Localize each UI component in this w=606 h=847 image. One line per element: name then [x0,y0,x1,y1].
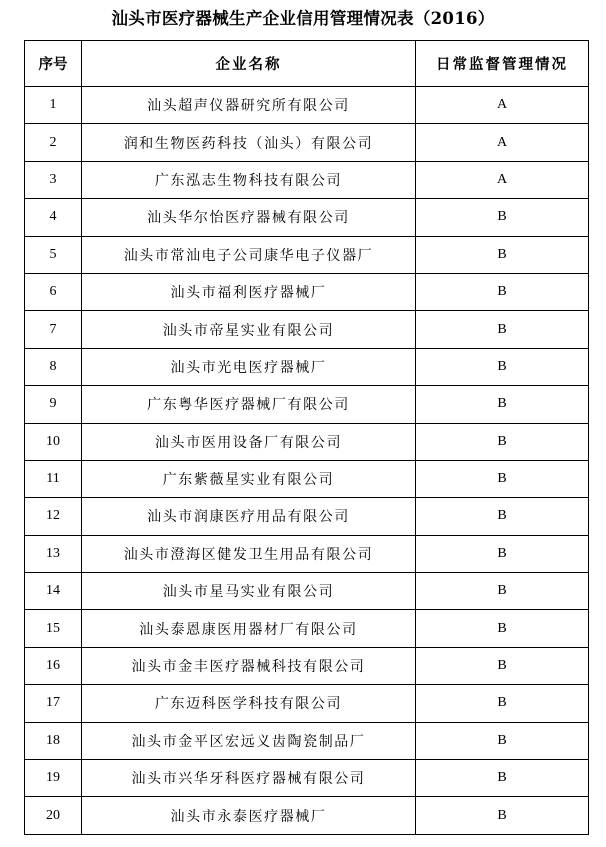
company-name-cell: 汕头市永泰医疗器械厂 [82,797,416,834]
company-name-cell: 广东泓志生物科技有限公司 [82,161,416,198]
supervision-grade-cell: B [416,311,589,348]
supervision-grade-cell: B [416,722,589,759]
company-name-cell: 汕头市润康医疗用品有限公司 [82,498,416,535]
serial-number-cell: 3 [25,161,82,198]
table-row [25,573,589,610]
supervision-grade-cell: B [416,348,589,385]
credit-table [24,40,589,835]
supervision-grade-cell: B [416,199,589,236]
table-row [25,311,589,348]
serial-number-cell: 18 [25,722,82,759]
serial-number-cell: 13 [25,535,82,572]
table-row [25,386,589,423]
company-name-cell: 汕头市光电医疗器械厂 [82,348,416,385]
supervision-grade-cell: B [416,535,589,572]
table-row [25,685,589,722]
table-row [25,161,589,198]
company-name-cell: 广东粤华医疗器械厂有限公司 [82,386,416,423]
table-row [25,647,589,684]
supervision-grade-cell: B [416,386,589,423]
supervision-grade-cell: B [416,423,589,460]
company-name-cell: 汕头市福利医疗器械厂 [82,273,416,310]
company-name-cell: 汕头华尔怡医疗器械有限公司 [82,199,416,236]
serial-number-cell: 20 [25,797,82,834]
serial-number-cell: 15 [25,610,82,647]
company-name-cell: 汕头市金平区宏远义齿陶瓷制品厂 [82,722,416,759]
serial-number-cell: 5 [25,236,82,273]
table-row [25,722,589,759]
company-name-cell: 汕头市兴华牙科医疗器械有限公司 [82,760,416,797]
company-name-cell: 汕头市澄海区健发卫生用品有限公司 [82,535,416,572]
supervision-grade-cell: B [416,236,589,273]
header-serial-number: 序号 [25,41,82,87]
table-row [25,760,589,797]
document-title: 汕头市医疗器械生产企业信用管理情况表（2016） [111,9,495,28]
table-row [25,273,589,310]
table-row [25,199,589,236]
supervision-grade-cell: A [416,161,589,198]
table-row [25,460,589,497]
company-name-cell: 汕头泰恩康医用器材厂有限公司 [82,610,416,647]
table-row [25,124,589,161]
serial-number-cell: 9 [25,386,82,423]
supervision-grade-cell: B [416,460,589,497]
company-name-cell: 汕头市常汕电子公司康华电子仪器厂 [82,236,416,273]
company-name-cell: 汕头市金丰医疗器械科技有限公司 [82,647,416,684]
company-name-cell: 汕头市医用设备厂有限公司 [82,423,416,460]
table-row [25,797,589,834]
table-row [25,236,589,273]
table-row [25,348,589,385]
supervision-grade-cell: B [416,647,589,684]
serial-number-cell: 1 [25,87,82,124]
serial-number-cell: 11 [25,460,82,497]
company-name-cell: 汕头超声仪器研究所有限公司 [82,87,416,124]
company-name-cell: 广东迈科医学科技有限公司 [82,685,416,722]
supervision-grade-cell: B [416,573,589,610]
company-name-cell: 汕头市帝星实业有限公司 [82,311,416,348]
serial-number-cell: 19 [25,760,82,797]
serial-number-cell: 12 [25,498,82,535]
supervision-grade-cell: B [416,610,589,647]
serial-number-cell: 8 [25,348,82,385]
company-name-cell: 广东紫薇星实业有限公司 [82,460,416,497]
company-name-cell: 润和生物医药科技（汕头）有限公司 [82,124,416,161]
serial-number-cell: 7 [25,311,82,348]
serial-number-cell: 2 [25,124,82,161]
serial-number-cell: 6 [25,273,82,310]
header-supervision-status: 日常监督管理情况 [416,41,589,87]
serial-number-cell: 16 [25,647,82,684]
serial-number-cell: 17 [25,685,82,722]
supervision-grade-cell: B [416,797,589,834]
header-company-name: 企业名称 [82,41,416,87]
company-name-cell: 汕头市星马实业有限公司 [82,573,416,610]
table-row [25,87,589,124]
table-header-row [25,41,589,87]
serial-number-cell: 4 [25,199,82,236]
serial-number-cell: 14 [25,573,82,610]
supervision-grade-cell: B [416,498,589,535]
table-row [25,423,589,460]
table-row [25,610,589,647]
supervision-grade-cell: B [416,273,589,310]
serial-number-cell: 10 [25,423,82,460]
supervision-grade-cell: B [416,685,589,722]
table-row [25,535,589,572]
supervision-grade-cell: A [416,87,589,124]
supervision-grade-cell: A [416,124,589,161]
table-row [25,498,589,535]
table-body [25,87,589,835]
supervision-grade-cell: B [416,760,589,797]
